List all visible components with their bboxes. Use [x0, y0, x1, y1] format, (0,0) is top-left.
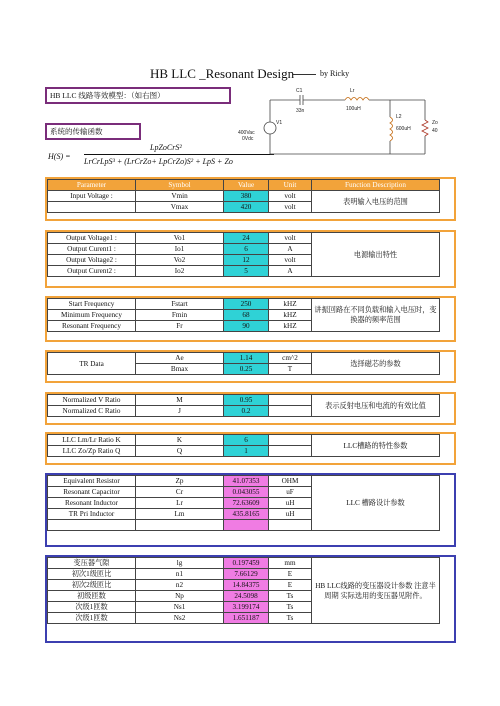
value-cell[interactable]: 250 [224, 299, 269, 310]
unit [269, 406, 312, 417]
description: 表示反射电压和电流的有效比值 [312, 395, 440, 417]
unit: kHZ [269, 299, 312, 310]
value-cell[interactable]: 380 [224, 191, 269, 202]
value-cell: 0.043055 [224, 487, 269, 498]
value-cell: 14.84375 [224, 580, 269, 591]
symbol: M [136, 395, 224, 406]
v1-label: V1 [276, 120, 283, 126]
value-cell[interactable]: 0.25 [224, 364, 269, 375]
symbol: Lr [136, 498, 224, 509]
value-cell[interactable]: 6 [224, 244, 269, 255]
param-label: Resonant Inductor [48, 498, 136, 509]
unit: Ts [269, 602, 312, 613]
resonant-tank-block [45, 473, 456, 547]
param-label: 次级1匝数 [48, 602, 136, 613]
value-cell[interactable]: 12 [224, 255, 269, 266]
unit: volt [269, 233, 312, 244]
unit: cm^2 [269, 353, 312, 364]
symbol: Np [136, 591, 224, 602]
symbol: Io1 [136, 244, 224, 255]
value-cell: 435.8165 [224, 509, 269, 520]
ratio-block [45, 392, 456, 425]
header-parameter: Parameter [48, 180, 136, 191]
unit: volt [269, 255, 312, 266]
header-unit: Unit [269, 180, 312, 191]
input-voltage-block [45, 177, 456, 221]
symbol: Q [136, 446, 224, 457]
description: 表明输入电压的范围 [312, 191, 440, 213]
symbol: Vmax [136, 202, 224, 213]
unit [269, 395, 312, 406]
unit: kHZ [269, 321, 312, 332]
value-cell[interactable]: 0.95 [224, 395, 269, 406]
value-cell: 24.5098 [224, 591, 269, 602]
unit: Ts [269, 591, 312, 602]
description: 讲振回路在不同负载和输入电压时，变换器的频率范围 [312, 299, 440, 332]
svg-text:400Vac: 400Vac [238, 130, 255, 136]
param-label: Output Curent2 : [48, 266, 136, 277]
value-cell: 7.66129 [224, 569, 269, 580]
lr-label: Lr [350, 88, 355, 94]
llc-circuit-diagram [230, 82, 450, 162]
l2-value: 600uH [396, 126, 411, 132]
llc-ratio-block [45, 432, 456, 465]
param-label: Output Voltage1 : [48, 233, 136, 244]
page-title: HB LLC _Resonant Design [150, 66, 295, 81]
symbol: Ns1 [136, 602, 224, 613]
param-label: 初级匝数 [48, 591, 136, 602]
symbol: Lm [136, 509, 224, 520]
symbol: Fstart [136, 299, 224, 310]
author: by Ricky [320, 69, 350, 78]
unit: E [269, 569, 312, 580]
param-label: Normalized V Ratio [48, 395, 136, 406]
output-block [45, 230, 456, 288]
symbol: lg [136, 558, 224, 569]
value-cell [224, 520, 269, 531]
symbol [136, 520, 224, 531]
tr-data-block [45, 350, 456, 383]
description: LLC 槽路设计参数 [312, 476, 440, 531]
value-cell: 1.651187 [224, 613, 269, 624]
symbol: n2 [136, 580, 224, 591]
description: 电源输出特性 [312, 233, 440, 277]
value-cell[interactable]: 420 [224, 202, 269, 213]
param-label: 变压器气隙 [48, 558, 136, 569]
symbol: Ns2 [136, 613, 224, 624]
unit: mm [269, 558, 312, 569]
unit: uH [269, 509, 312, 520]
header-symbol: Symbol [136, 180, 224, 191]
symbol: Fmin [136, 310, 224, 321]
description: HB LLC线路的变压器设计参数 注意半周期 实际选用的变压器见附件。 [312, 558, 440, 624]
unit: A [269, 244, 312, 255]
param-label: Resonant Frequency [48, 321, 136, 332]
unit [269, 435, 312, 446]
param-label: LLC Zo/Zp Ratio Q [48, 446, 136, 457]
param-label: Resonant Capacitor [48, 487, 136, 498]
symbol: K [136, 435, 224, 446]
header-value: Value [224, 180, 269, 191]
unit: kHZ [269, 310, 312, 321]
value-cell[interactable]: 90 [224, 321, 269, 332]
symbol: Bmax [136, 364, 224, 375]
unit: Ts [269, 613, 312, 624]
zo-value: 40 [432, 128, 438, 134]
unit: E [269, 580, 312, 591]
param-label: Start Frequency [48, 299, 136, 310]
symbol: Vmin [136, 191, 224, 202]
value-cell: 72.63609 [224, 498, 269, 509]
param-label [48, 202, 136, 213]
description: 选择磁芯的参数 [312, 353, 440, 375]
l2-label: L2 [396, 114, 402, 120]
symbol: n1 [136, 569, 224, 580]
symbol: Vo1 [136, 233, 224, 244]
unit: uF [269, 487, 312, 498]
param-label: Minimum Frequency [48, 310, 136, 321]
param-label: TR Pri Inductor [48, 509, 136, 520]
formula-denominator: LrCrLpS³ + (LrCrZo+ LpCrZo)S² + LpS + Zo [84, 157, 233, 166]
zo-label: Zo [432, 120, 438, 126]
param-label: TR Data [48, 353, 136, 375]
param-label: Output Curent1 : [48, 244, 136, 255]
value-cell[interactable]: 68 [224, 310, 269, 321]
lr-value: 100uH [346, 106, 361, 112]
value-cell: 0.197459 [224, 558, 269, 569]
param-label: 次级1匝数 [48, 613, 136, 624]
value-cell: 3.199174 [224, 602, 269, 613]
value-cell[interactable]: 1.14 [224, 353, 269, 364]
header-description: Function Description [312, 180, 440, 191]
svg-text:0Vdc: 0Vdc [242, 136, 254, 142]
param-label [48, 520, 136, 531]
value-cell[interactable]: 24 [224, 233, 269, 244]
param-label: Normalized C Ratio [48, 406, 136, 417]
symbol: Io2 [136, 266, 224, 277]
frequency-block [45, 296, 456, 342]
unit: OHM [269, 476, 312, 487]
symbol: Fr [136, 321, 224, 332]
value-cell: 41.07353 [224, 476, 269, 487]
value-cell[interactable]: 1 [224, 446, 269, 457]
unit: A [269, 266, 312, 277]
param-label: Input Voltage : [48, 191, 136, 202]
value-cell[interactable]: 6 [224, 435, 269, 446]
symbol: J [136, 406, 224, 417]
transfer-label: 系统的传输函数 [45, 123, 141, 140]
symbol: Ae [136, 353, 224, 364]
param-label: Equivalent Resistor [48, 476, 136, 487]
c1-value: 33n [296, 108, 305, 114]
model-label: HB LLC 线路等效模型：（如右图） [45, 87, 231, 104]
value-cell[interactable]: 5 [224, 266, 269, 277]
symbol: Zp [136, 476, 224, 487]
param-label: 初次2级匝比 [48, 580, 136, 591]
unit [269, 520, 312, 531]
author-divider [292, 74, 316, 75]
unit: uH [269, 498, 312, 509]
unit: volt [269, 202, 312, 213]
symbol: Cr [136, 487, 224, 498]
value-cell[interactable]: 0.2 [224, 406, 269, 417]
c1-label: C1 [296, 88, 303, 94]
formula-numerator: LpZoCrS² [150, 143, 182, 152]
param-label: Output Voltage2 : [48, 255, 136, 266]
description: LLC槽路的特性参数 [312, 435, 440, 457]
param-label: LLC Lm/Lr Ratio K [48, 435, 136, 446]
symbol: Vo2 [136, 255, 224, 266]
param-label: 初次1级匝比 [48, 569, 136, 580]
transformer-block [45, 555, 456, 643]
formula-lhs: H(S) = [48, 152, 71, 161]
unit [269, 446, 312, 457]
unit: volt [269, 191, 312, 202]
unit: T [269, 364, 312, 375]
